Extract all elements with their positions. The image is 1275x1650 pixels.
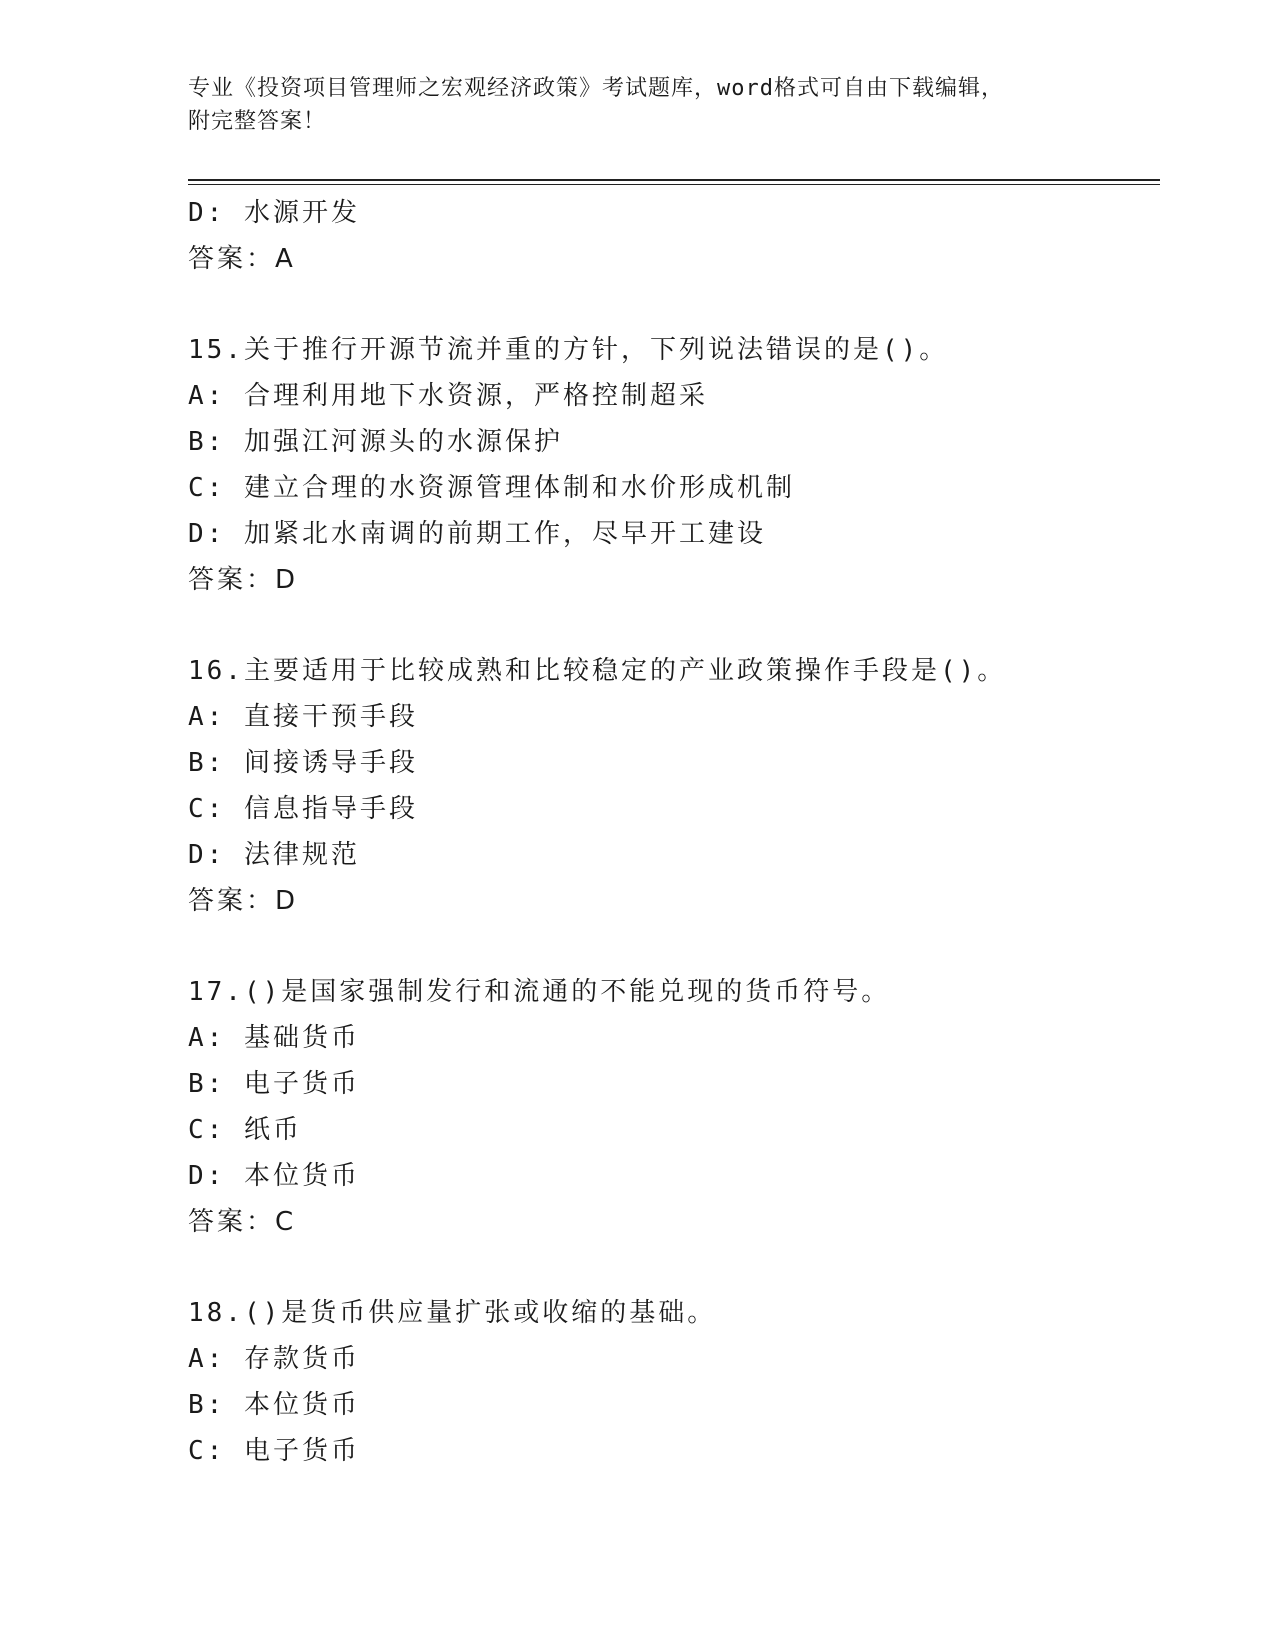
question-16 bbox=[188, 648, 1148, 924]
option-c: C: 电子货币 bbox=[188, 1436, 360, 1466]
question-stem: 18.()是货币供应量扩张或收缩的基础。 bbox=[188, 1298, 717, 1328]
question-list bbox=[188, 190, 1148, 1474]
question-stem: 16.主要适用于比较成熟和比较稳定的产业政策操作手段是()。 bbox=[188, 656, 1007, 686]
option-a: A: 存款货币 bbox=[188, 1344, 360, 1374]
option-a: A: 基础货币 bbox=[188, 1023, 360, 1053]
option-d: D: 水源开发 bbox=[188, 198, 360, 228]
header-line-2: 附完整答案！ bbox=[188, 109, 327, 134]
document-header bbox=[188, 72, 1088, 138]
option-a: A: 合理利用地下水资源，严格控制超采 bbox=[188, 381, 708, 411]
option-d: D: 法律规范 bbox=[188, 840, 360, 870]
answer: 答案：D bbox=[188, 565, 299, 595]
question-stem: 17.()是国家强制发行和流通的不能兑现的货币符号。 bbox=[188, 977, 891, 1007]
option-b: B: 间接诱导手段 bbox=[188, 748, 418, 778]
option-b: B: 电子货币 bbox=[188, 1069, 360, 1099]
option-c: C: 纸币 bbox=[188, 1115, 302, 1145]
option-c: C: 信息指导手段 bbox=[188, 794, 418, 824]
option-b: B: 本位货币 bbox=[188, 1390, 360, 1420]
question-14-continuation bbox=[188, 190, 1148, 282]
answer: 答案：A bbox=[188, 244, 296, 274]
answer: 答案：C bbox=[188, 1207, 297, 1237]
option-d: D: 本位货币 bbox=[188, 1161, 360, 1191]
question-stem: 15.关于推行开源节流并重的方针，下列说法错误的是()。 bbox=[188, 335, 949, 365]
question-18 bbox=[188, 1290, 1148, 1474]
option-b: B: 加强江河源头的水源保护 bbox=[188, 427, 563, 457]
header-line-1: 专业《投资项目管理师之宏观经济政策》考试题库，word格式可自由下载编辑， bbox=[188, 76, 1004, 101]
header-divider-thin bbox=[188, 184, 1160, 185]
option-d: D: 加紧北水南调的前期工作，尽早开工建设 bbox=[188, 519, 766, 549]
question-17 bbox=[188, 969, 1148, 1245]
option-a: A: 直接干预手段 bbox=[188, 702, 418, 732]
question-15 bbox=[188, 327, 1148, 603]
header-divider-thick bbox=[188, 179, 1160, 181]
answer: 答案：D bbox=[188, 886, 299, 916]
option-c: C: 建立合理的水资源管理体制和水价形成机制 bbox=[188, 473, 795, 503]
